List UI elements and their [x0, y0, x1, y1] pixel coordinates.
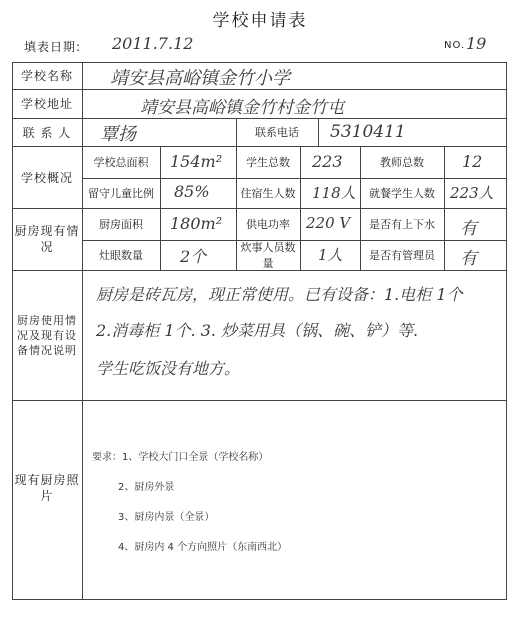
photo-requirement-4: 4、厨房内 4 个方向照片（东南西北）	[118, 542, 288, 553]
water-supply-value: 有	[460, 219, 477, 239]
kitchen-area-value: 180m²	[170, 214, 223, 233]
kitchen-usage-line-3: 学生吃饭没有地方。	[96, 359, 241, 378]
photo-requirement-3: 3、厨房内景（全景）	[118, 512, 215, 523]
photo-requirement-2: 2、厨房外景	[118, 482, 175, 493]
date-label: 填表日期:	[24, 40, 82, 54]
kitchen-usage-line-2: 2.消毒柜 1个. 3. 炒菜用具（锅、碗、铲）等.	[96, 321, 419, 340]
date-value: 2011.7.12	[112, 34, 194, 53]
photo-requirement-1: 要求：1、学校大门口全景（学校名称）	[92, 452, 269, 463]
school-name-label: 学校名称	[20, 69, 73, 83]
total-teachers-label: 教师总数	[380, 156, 424, 169]
phone-value: 5310411	[330, 122, 406, 142]
kitchen-staff-label: 炊事人员数量	[240, 241, 296, 270]
stove-count-value: 2个	[180, 247, 207, 266]
kitchen-area-label: 厨房面积	[99, 218, 143, 231]
power-supply-value: 220 V	[306, 214, 351, 232]
school-address-value: 靖安县高峪镇金竹村金竹屯	[140, 98, 344, 118]
contact-label: 联 系 人	[22, 125, 72, 140]
kitchen-usage-line-1: 厨房是砖瓦房，现正常使用。已有设备：1.电柜 1个	[96, 285, 463, 304]
kitchen-usage-label: 厨房使用情况及现有设备情况说明	[17, 313, 77, 357]
school-overview-label: 学校概况	[20, 170, 73, 185]
form-title: 学校申请表	[212, 11, 308, 31]
water-supply-label: 是否有上下水	[369, 218, 435, 231]
dining-count-value: 223人	[450, 184, 494, 202]
total-teachers-value: 12	[462, 152, 483, 171]
boarding-count-value: 118人	[312, 184, 356, 202]
number-value: 19	[466, 34, 487, 53]
leftbehind-ratio-value: 85%	[174, 182, 210, 201]
phone-label: 联系电话	[255, 126, 299, 139]
total-area-value: 154m²	[170, 152, 223, 171]
dining-count-label: 就餐学生人数	[369, 187, 435, 200]
kitchen-status-label: 厨房现有情况	[14, 224, 80, 254]
power-supply-label: 供电功率	[246, 218, 290, 231]
kitchen-photos-label: 现有厨房照片	[14, 473, 80, 503]
school-address-label: 学校地址	[20, 97, 73, 111]
leftbehind-ratio-label: 留守儿童比例	[88, 187, 154, 200]
contact-value: 覃扬	[100, 124, 136, 145]
total-area-label: 学校总面积	[93, 156, 149, 169]
kitchen-staff-value: 1人	[318, 246, 343, 264]
school-name-value: 靖安县高峪镇金竹小学	[110, 68, 290, 89]
manager-label: 是否有管理员	[369, 249, 435, 262]
total-students-label: 学生总数	[246, 156, 290, 169]
stove-count-label: 灶眼数量	[99, 249, 143, 262]
boarding-count-label: 住宿生人数	[240, 187, 296, 200]
number-label: NO.	[444, 40, 466, 51]
manager-value: 有	[460, 249, 477, 269]
total-students-value: 223	[312, 152, 343, 171]
